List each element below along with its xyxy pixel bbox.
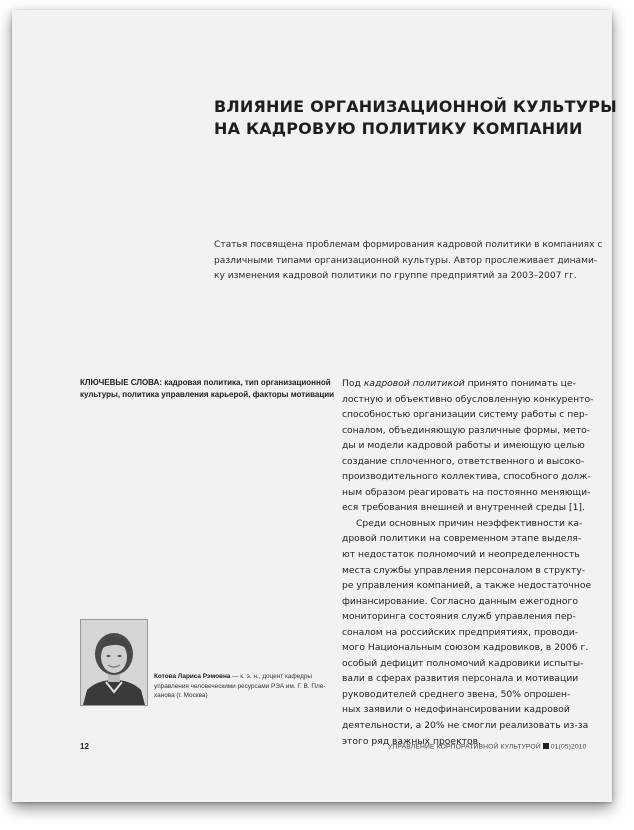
journal-page [12, 10, 617, 802]
body-line: Среди основных причин неэффективности ка- [356, 517, 583, 529]
body-line [342, 376, 604, 392]
body-line: соналом на российских предприятиях, проводи- [342, 626, 579, 638]
author-info [154, 672, 334, 701]
body-line: мониторинга состояния служб управления пер- [342, 611, 576, 623]
article-abstract [214, 238, 606, 285]
article-body [342, 376, 604, 749]
body-line: особый дефицит полномочий кадровики испыты- [342, 657, 584, 669]
body-line: места службы управления персоналом в структу- [342, 564, 586, 576]
page-number: 12 [80, 742, 89, 751]
journal-name: УПРАВЛЕНИЕ КОРПОРАТИВНОЙ КУЛЬТУРОЙ [388, 743, 541, 751]
body-line: деятельности, а 20% не смогли реализовать из-за [342, 720, 589, 732]
author-line [154, 672, 334, 682]
keywords-line: культуры, политика управления карьерой, факторы мотивации [80, 390, 335, 399]
keywords-line: КЛЮЧЕВЫЕ СЛОВА: кадровая политика, тип организационной [80, 378, 331, 387]
body-line: дровой политики на современном этапе выделя- [342, 533, 582, 545]
body-line: финансирование. Согласно данным ежегодного [342, 595, 578, 607]
term-italic: кадровой политикой [363, 378, 465, 389]
body-line: ным образом реагировать на постоянно меняющи- [342, 486, 591, 498]
body-line: ных заявили о недофинансировании кадровой [342, 704, 570, 716]
body-line: руководителей среднего звена, 50% опрошен- [342, 688, 571, 700]
abstract-line: Статья посвящена проблемам формирования кадровой политики в компаниях с [214, 240, 603, 250]
author-line: управления человеческими ресурсами РЭА им. Г. В. Пле- [154, 682, 326, 690]
body-line: ют недостаток полномочий и неопределенность [342, 549, 580, 561]
body-line: этого ряд важных проектов. [342, 735, 481, 747]
issue-number: 01(05)2010 [550, 743, 587, 751]
title-line: ВЛИЯНИЕ ОРГАНИЗАЦИОННОЙ КУЛЬТУРЫ [214, 97, 617, 116]
body-text-run: Под [342, 378, 364, 389]
body-line: еся требования внешней и внутренней среды [1]. [342, 502, 585, 514]
square-bullet-icon [543, 743, 549, 749]
body-line: соналом, объединяющую различные формы, мето- [342, 424, 590, 436]
author-line: ханова (г. Москва) [154, 692, 208, 700]
body-line: вали в сферах развития персонала и мотивации [342, 673, 579, 685]
body-line: производительного коллектива, способного долж- [342, 471, 591, 483]
body-line: способностью организации систему работы с пер- [342, 409, 589, 421]
article-title [214, 96, 617, 140]
body-text-run: принято понимать це- [464, 378, 576, 389]
abstract-line: ку изменения кадровой политики по группе предприятий за 2003–2007 гг. [214, 271, 577, 282]
body-line: лостную и объективно обусловленную конкуренто- [342, 393, 594, 405]
author-name: Котова Лариса Рэмовна [154, 673, 231, 680]
title-line: НА КАДРОВУЮ ПОЛИТИКУ КОМПАНИИ [214, 119, 583, 138]
body-line: создание сплоченного, ответственного и высоко- [342, 455, 585, 467]
body-line: ды и модели кадровой работы и имеющую целью [342, 440, 585, 452]
running-footer [388, 743, 608, 751]
body-line: ре управления компанией, а также недостаточное [342, 580, 592, 592]
author-portrait-image [81, 620, 147, 705]
body-line: мого Национальным союзом кадровиков, в 2006 г. [342, 642, 589, 654]
author-photo [80, 619, 148, 706]
author-credentials: — к. э. н., доцент кафедры [230, 673, 313, 680]
abstract-line: различными типами организационной культуры. Автор прослеживает динами- [214, 255, 598, 266]
keywords-block [80, 377, 340, 401]
